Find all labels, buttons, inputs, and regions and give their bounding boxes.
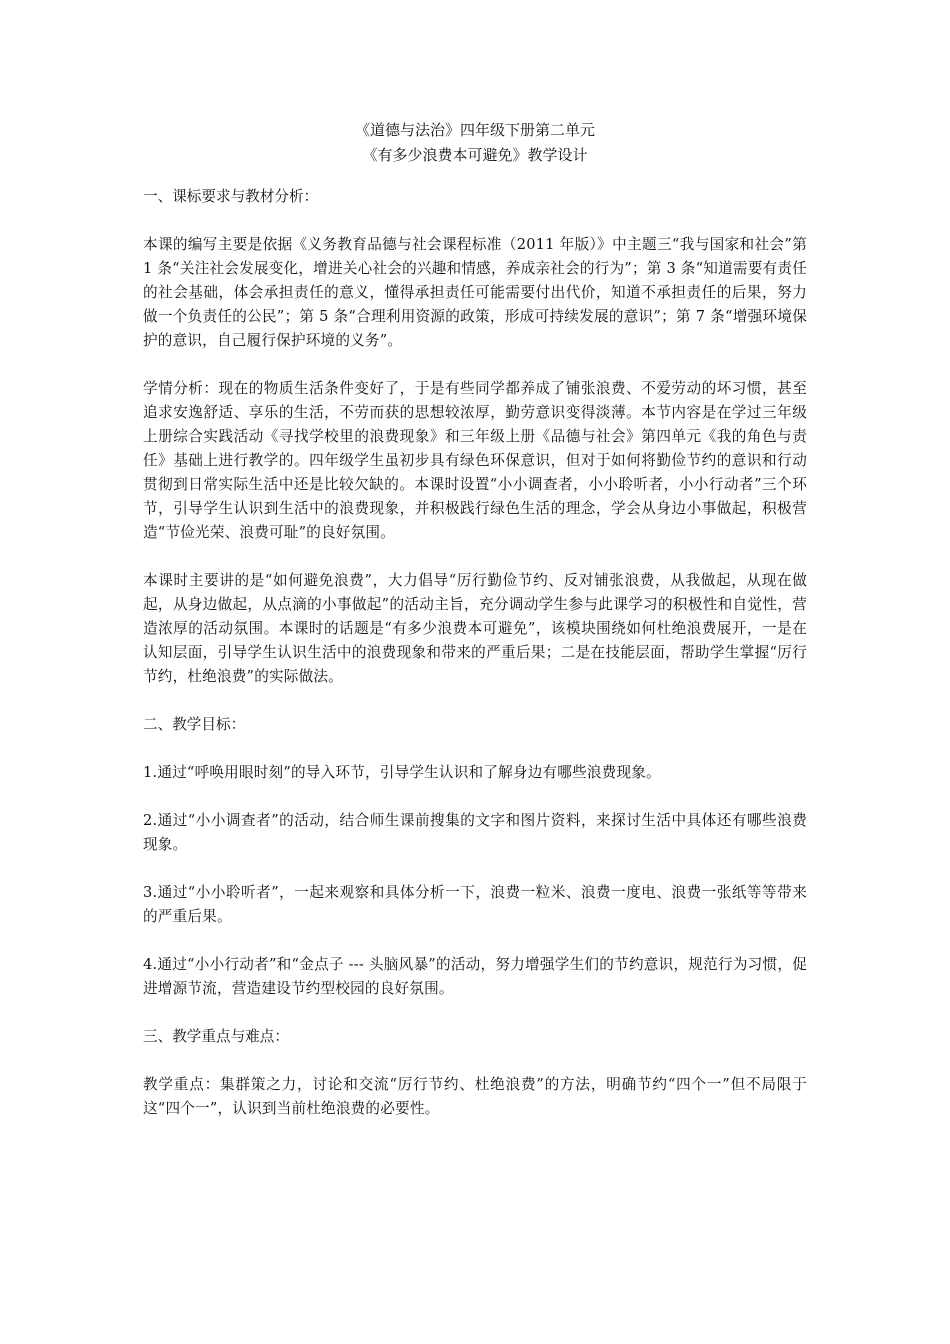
section1-paragraph-learner-analysis: 学情分析：现在的物质生活条件变好了，于是有些同学都养成了铺张浪费、不爱劳动的坏习惯，甚至追求安逸舒适、享乐的生活，不劳而获的思想较浓厚，勤劳意识变得淡薄。本节内容是在学过三年级上册综合实践活动《寻找学校里的浪费现象》和三年级上册《品德与社会》第四单元《我的角色与责任》基础上进行教学的。四年级学生虽初步具有绿色环保意识，但对于如何将勤俭节约的意识和行动贯彻到日常实际生活中还是比较欠缺的。本课时设置“小小调查者，小小聆听者，小小行动者”三个环节，引导学生认识到生活中的浪费现象，并积极践行绿色生活的理念，学会从身边小事做起，积极营造“节俭光荣、浪费可耻”的良好氛围。 — [143, 380, 807, 541]
goal-item-4: 4.通过“小小行动者”和“金点子 --- 头脑风暴”的活动，努力增强学生们的节约意识，规范行为习惯，促进增源节流，营造建设节约型校园的良好氛围。 — [143, 956, 807, 997]
goal-item-2: 2.通过“小小调查者”的活动，结合师生课前搜集的文字和图片资料，来探讨生活中具体还有哪些浪费现象。 — [143, 812, 807, 853]
goal-item-3: 3.通过“小小聆听者”，一起来观察和具体分析一下，浪费一粒米、浪费一度电、浪费一张纸等等带来的严重后果。 — [143, 884, 807, 925]
goal-item-1: 1.通过“呼唤用眼时刻”的导入环节，引导学生认识和了解身边有哪些浪费现象。 — [143, 764, 661, 781]
section1-paragraph-standards: 本课的编写主要是依据《义务教育品德与社会课程标准（2011 年版）》中主题三“我与国家和社会”第 1 条“关注社会发展变化，增进关心社会的兴趣和情感，养成亲社会的行为”；第 3 条“知道需要有责任的社会基础，体会承担责任的意义，懂得承担责任可能需要付出代价，知道不承担责任的后果，努力做一个负责任的公民”；第 5 条“合理利用资源的政策，形成可持续发展的意识”；第 7 条“增强环境保护的意识，自己履行保护环境的义务”。 — [143, 236, 807, 349]
document-title: 《道德与法治》四年级下册第二单元 — [354, 121, 595, 139]
section1-heading: 一、课标要求与教材分析： — [143, 188, 319, 205]
section2-heading: 二、教学目标： — [143, 716, 246, 733]
section1-paragraph-lesson-focus: 本课时主要讲的是“如何避免浪费”，大力倡导“厉行勤俭节约、反对铺张浪费，从我做起，从现在做起，从身边做起，从点滴的小事做起”的活动主旨，充分调动学生参与此课学习的积极性和自觉性，营造浓厚的活动氛围。本课时的话题是“有多少浪费本可避免”，该模块围绕如何杜绝浪费展开，一是在认知层面，引导学生认识生活中的浪费现象和带来的严重后果；二是在技能层面，帮助学生掌握“厉行节约，杜绝浪费”的实际做法。 — [143, 572, 807, 685]
section3-heading: 三、教学重点与难点： — [143, 1028, 289, 1045]
document-body — [143, 118, 807, 1121]
document-title-block — [143, 118, 807, 168]
section3-paragraph-key-points: 教学重点：集群策之力，讨论和交流“厉行节约、杜绝浪费”的方法，明确节约“四个一”但不局限于这“四个一”，认识到当前杜绝浪费的必要性。 — [143, 1076, 807, 1117]
document-subtitle: 《有多少浪费本可避免》教学设计 — [362, 146, 588, 164]
